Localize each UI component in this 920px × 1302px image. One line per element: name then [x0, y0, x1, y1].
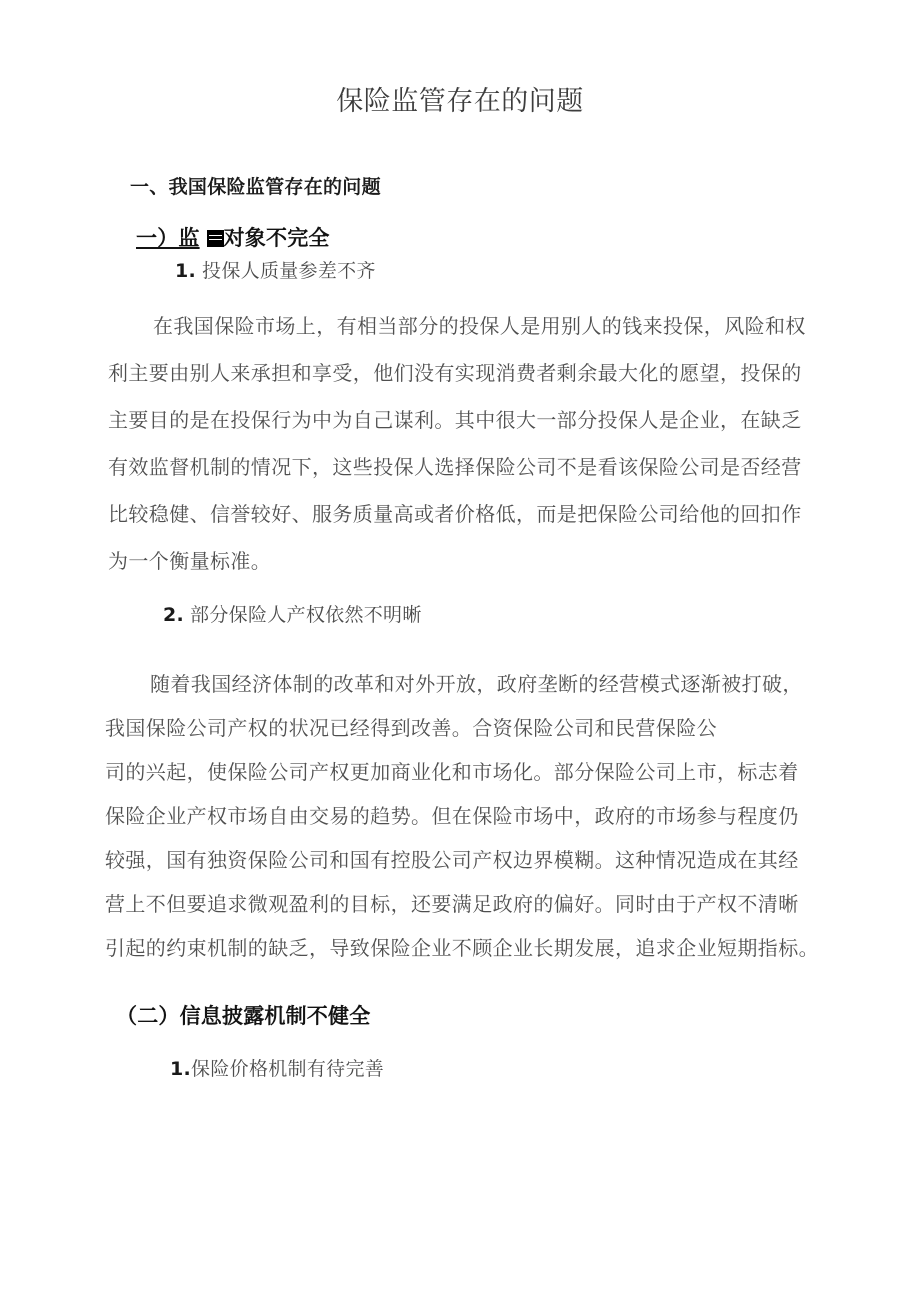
paragraph-line: 为一个衡量标准。 [108, 549, 272, 573]
list-number: 2. [163, 604, 185, 626]
paragraph-line: 保险企业产权市场自由交易的趋势。但在保险市场中，政府的市场参与程度仍 [105, 804, 799, 828]
heading-subsection-1 [136, 222, 330, 252]
paragraph-line: 利主要由别人来承担和享受，他们没有实现消费者剩余最大化的愿望，投保的 [108, 361, 802, 385]
list-label: 部分保险人产权依然不明晰 [190, 604, 422, 626]
heading-subsection-1-prefix: 一）监 [136, 226, 200, 250]
paragraph-line: 营上不但要追求微观盈利的目标，还要满足政府的偏好。同时由于产权不清晰 [105, 892, 799, 916]
paragraph-line: 主要目的是在投保行为中为自己谋利。其中很大一部分投保人是企业，在缺乏 [108, 408, 802, 432]
heading-subsection-2: （二）信息披露机制不健全 [116, 1004, 371, 1028]
list-number: 1. [170, 1058, 192, 1080]
paragraph-line: 司的兴起，使保险公司产权更加商业化和市场化。部分保险公司上市，标志着 [105, 760, 799, 784]
heading-section-1: 一、我国保险监管存在的问题 [130, 176, 381, 198]
heading-numbered-item-3 [170, 1054, 384, 1081]
page-title: 保险监管存在的问题 [336, 86, 584, 117]
paragraph-line: 较强，国有独资保险公司和国有控股公司产权边界模糊。这种情况造成在其经 [105, 848, 799, 872]
paragraph-line: 在我国保险市场上，有相当部分的投保人是用别人的钱来投保，风险和权 [153, 314, 806, 338]
paragraph-line: 有效监督机制的情况下，这些投保人选择保险公司不是看该保险公司是否经营 [108, 455, 802, 479]
heading-numbered-item-2 [163, 600, 422, 627]
list-label: 保险价格机制有待完善 [191, 1058, 385, 1080]
heading-subsection-1-suffix: 对象不完全 [223, 226, 330, 250]
paragraph-line: 我国保险公司产权的状况已经得到改善。合资保险公司和民营保险公 [105, 716, 717, 740]
paragraph-line: 比较稳健、信誉较好、服务质量高或者价格低，而是把保险公司给他的回扣作 [108, 502, 802, 526]
missing-glyph-box-icon [207, 230, 224, 247]
list-number: 1. [175, 260, 197, 282]
heading-numbered-item-1 [175, 256, 376, 283]
paragraph-line: 随着我国经济体制的改革和对外开放，政府垄断的经营模式逐渐被打破， [150, 672, 803, 696]
paragraph-line: 引起的约束机制的缺乏，导致保险企业不顾企业长期发展，追求企业短期指标。 [105, 936, 819, 960]
list-label: 投保人质量参差不齐 [202, 260, 376, 282]
